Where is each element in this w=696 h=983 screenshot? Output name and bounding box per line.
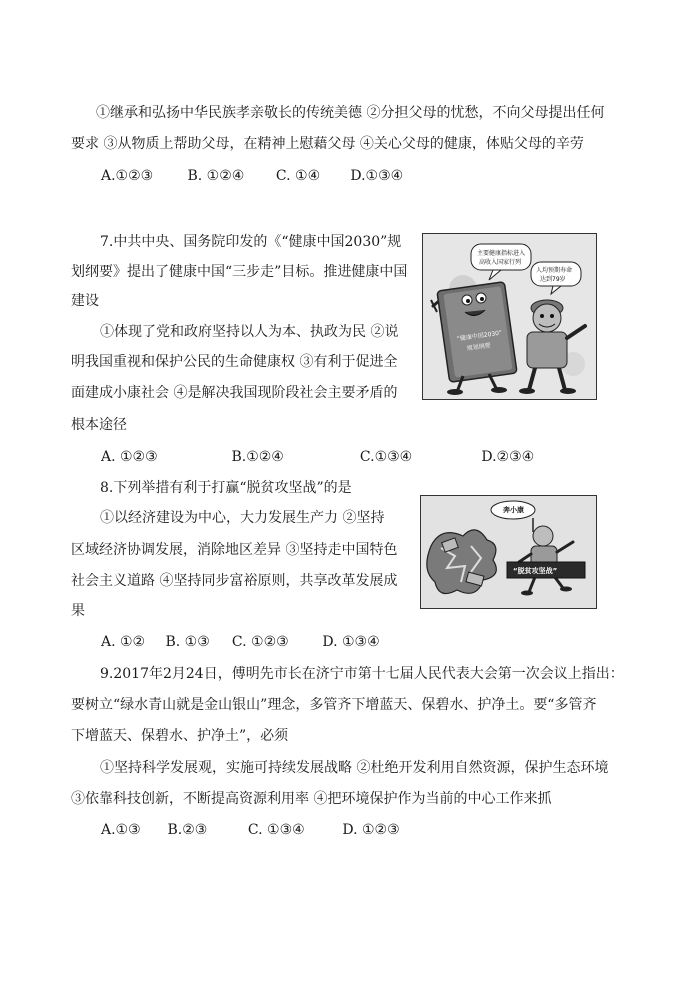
q7-choice-line-4: 根本途径 bbox=[71, 417, 127, 433]
q8-sign-text: 奔小康 bbox=[503, 506, 524, 514]
q7-option-d: D.②③④ bbox=[481, 449, 535, 465]
q7-stem-line-2: 划纲要》提出了健康中国“三步走”目标。推进健康中国 bbox=[71, 264, 408, 280]
q8-choice-line-2: 区域经济协调发展，消除地区差异 ③坚持走中国特色 bbox=[71, 542, 398, 558]
q8-banner-text: “脱贫攻坚战” bbox=[513, 567, 558, 575]
q7-option-b: B.①②④ bbox=[231, 449, 284, 465]
q8-option-b: B. ①③ bbox=[165, 634, 210, 650]
q6-options bbox=[101, 166, 403, 186]
q8-choice-line-1: ①以经济建设为中心，大力发展生产力 ②坚持 bbox=[100, 510, 385, 526]
q7-stem-line-3: 建设 bbox=[71, 293, 99, 309]
q9-stem-line-3: 下增蓝天、保碧水、护净土”，必须 bbox=[71, 728, 289, 744]
q9-stem-line-1: 9.2017年2月24日，傅明先市长在济宁市第十七届人民代表大会第一次会议上指出： bbox=[100, 666, 624, 682]
q7-cartoon bbox=[422, 233, 597, 400]
q8-stem: 8.下列举措有利于打赢“脱贫攻坚战”的是 bbox=[100, 480, 352, 496]
q7-book-title-1: “健康中国2030” bbox=[456, 329, 503, 343]
q8-option-c: C. ①②③ bbox=[231, 634, 289, 650]
q8-choice-line-3: 社会主义道路 ④坚持同步富裕原则，共享改革发展成 bbox=[71, 573, 398, 589]
q7-bubble1-text-1: 主要健康指标进入 bbox=[477, 250, 526, 257]
q7-stem-line-1: 7.中共中央、国务院印发的《“健康中国2030”规 bbox=[100, 234, 402, 250]
q7-option-a: A. ①②③ bbox=[101, 449, 158, 465]
q7-bubble2-text-1: 人均预期寿命 bbox=[536, 267, 573, 274]
q7-choice-line-3: 面建成小康社会 ④是解决我国现阶段社会主要矛盾的 bbox=[71, 385, 398, 401]
q9-option-a: A.①③ bbox=[101, 822, 141, 838]
q8-cartoon bbox=[420, 495, 597, 609]
q9-choice-line-2: ③依靠科技创新，不断提高资源利用率 ④把环境保护作为当前的中心工作来抓 bbox=[71, 791, 552, 807]
q6-option-a: A.①②③ bbox=[101, 168, 154, 184]
q7-bubble1-text-2: 高收入国家行列 bbox=[479, 259, 522, 266]
q9-option-c: C. ①③④ bbox=[247, 822, 305, 838]
q8-sign-xiaokang bbox=[491, 501, 535, 519]
q8-choice-line-4: 果 bbox=[71, 603, 85, 619]
q9-option-d: D. ①②③ bbox=[342, 822, 400, 838]
q8-banner-poverty-alleviation bbox=[507, 562, 585, 578]
q8-option-a: A. ①② bbox=[101, 634, 146, 650]
q7-options bbox=[101, 447, 534, 467]
q9-stem-line-2: 要树立“绿水青山就是金山银山”理念，多管齐下增蓝天、保碧水、护净土。要“多管齐 bbox=[71, 697, 597, 713]
q7-choice-line-1: ①体现了党和政府坚持以人为本、执政为民 ②说 bbox=[100, 324, 399, 340]
q9-choice-line-1: ①坚持科学发展观，实施可持续发展战略 ②杜绝开发利用自然资源，保护生态环境 bbox=[100, 760, 609, 776]
q6-line-2: 要求 ③从物质上帮助父母，在精神上慰藉父母 ④关心父母的健康，体贴父母的辛劳 bbox=[71, 136, 584, 152]
q6-option-d: D.①③④ bbox=[350, 168, 404, 184]
q8-option-d: D. ①③④ bbox=[322, 634, 380, 650]
q7-option-c: C.①③④ bbox=[359, 449, 413, 465]
q6-option-b: B. ①②④ bbox=[187, 168, 245, 184]
q8-options bbox=[101, 632, 380, 652]
q7-book-title-2: 规划纲要 bbox=[466, 342, 492, 353]
q9-option-b: B.②③ bbox=[167, 822, 208, 838]
q7-bubble2-text-2: 达到79岁 bbox=[540, 276, 566, 283]
q7-choice-line-2: 明我国重视和保护公民的生命健康权 ③有利于促进全 bbox=[71, 354, 398, 370]
q6-line-1: ①继承和弘扬中华民族孝亲敬长的传统美德 ②分担父母的忧愁，不向父母提出任何 bbox=[96, 105, 605, 121]
q9-options bbox=[101, 820, 400, 840]
q6-option-c: C. ①④ bbox=[275, 168, 321, 184]
